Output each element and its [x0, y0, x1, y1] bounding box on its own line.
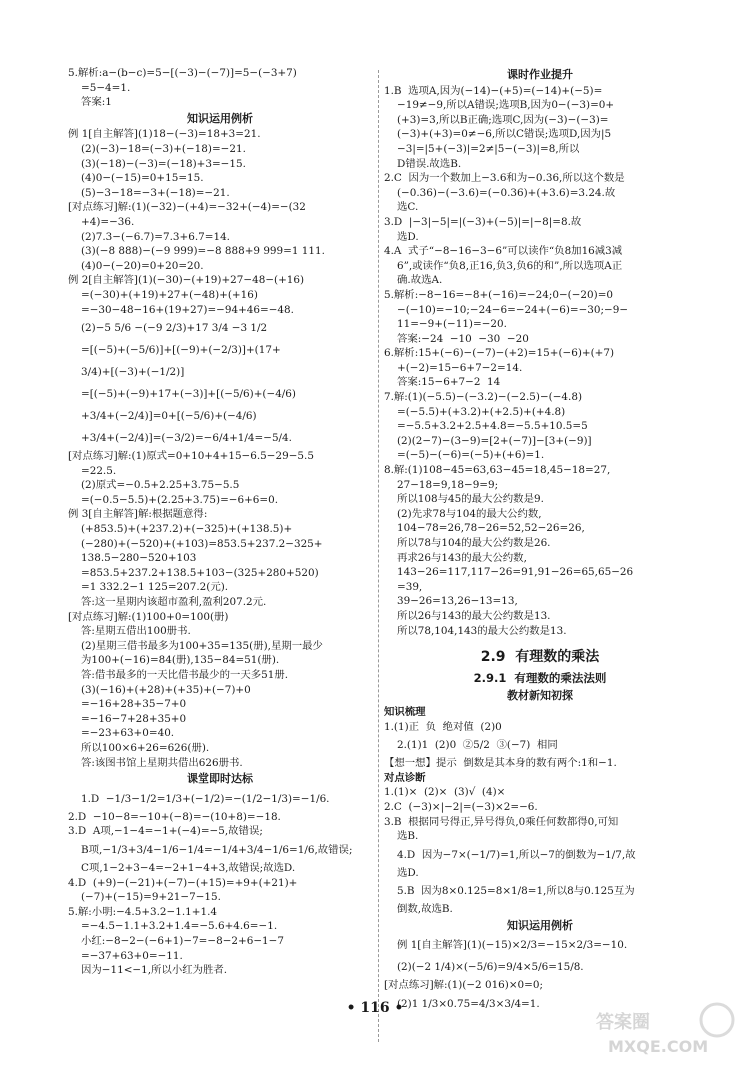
text-line: 为100+(−16)=84(册),135−84=51(册).	[81, 654, 280, 667]
text-line: B项,−1/3+3/4−1/6−1/4=−1/4+3/4−1/6=1/6,故错误;	[81, 843, 353, 856]
text-line: (3)(−8 888)−(−9 999)=−8 888+9 999=1 111.	[81, 245, 325, 258]
text-line: 27−18=9,18−9=9;	[397, 478, 499, 491]
text-line: =−5.5+3.2+2.5+4.8=−5.5+10.5=5	[397, 420, 588, 433]
text-line: −(−10)=−10;−24−6=−24+(−6)=−30;−9−	[397, 303, 629, 316]
text-line: [对点练习]解:(1)(−2 016)×0=0;	[384, 979, 543, 992]
text-line: (2)原式=−0.5+2.25+3.75−5.5	[81, 479, 240, 492]
text-line: 5.B 因为8×0.125=8×1/8=1,所以8与0.125互为	[397, 885, 635, 898]
text-line: 143−26=117,117−26=91,91−26=65,65−26	[397, 566, 634, 579]
text-line: 2.(1)1 (2)0 ②5/2 ③(−7) 相同	[397, 739, 558, 752]
text-line: (3)(−18)−(−3)=(−18)+3=−15.	[81, 157, 246, 170]
text-line: =853.5+237.2+138.5+103−(325+280+520)	[81, 566, 319, 579]
text-line: (+853.5)+(+237.2)+(−325)+(+138.5)+	[81, 523, 293, 536]
text-line: 答:借书最多的一天比借书最少的一天多51册.	[81, 669, 289, 681]
text-line: 选D.	[397, 866, 419, 879]
section-title: 2.9.1 有理数的乘法法则	[473, 670, 607, 685]
watermark-line1: 答案圈	[596, 1012, 650, 1033]
text-line: 选D.	[397, 230, 419, 243]
text-line: +3/4+(−2/4)]=(−3/2)=−6/4+1/4=−5/4.	[81, 432, 292, 445]
text-line: 6”,或读作“负8,正16,负3,负6的和”,所以选项A正	[397, 259, 623, 272]
text-line: (2)(2−7)−(3−9)=[2+(−7)]−[3+(−9)]	[397, 434, 592, 447]
text-line: 1.(1)正 负 绝对值 (2)0	[384, 720, 502, 733]
text-line: 对点诊断	[384, 771, 426, 784]
text-line: +(−2)=15−6+7−2=14.	[397, 361, 523, 374]
text-line: 答案:−24 −10 −30 −20	[397, 332, 529, 345]
text-line: 1.(1)× (2)× (3)√ (4)×	[384, 786, 506, 799]
text-line: 3.D A项,−1−4=−1+(−4)=−5,故错误;	[68, 825, 263, 838]
text-line: (+3)=3,所以B正确;选项C,因为(−3)−(−3)=	[397, 113, 609, 126]
text-line: =−16+28+35−7+0	[81, 698, 187, 711]
left-column	[68, 66, 372, 978]
column-divider	[378, 70, 379, 1042]
text-line: =(−5.5)+(+3.2)+(+2.5)+(+4.8)	[397, 405, 566, 418]
text-line: 8.解:(1)108−45=63,63−45=18,45−18=27,	[384, 464, 611, 477]
text-line: 例 2[自主解答](1)(−30)−(+19)+27−48−(+16)	[68, 274, 305, 287]
text-line: (−7)+(−15)=9+21−7−15.	[81, 891, 221, 904]
text-line: +4)=−36.	[81, 215, 135, 228]
text-line: 倒数,故选B.	[397, 903, 453, 916]
page-number: • 116 •	[346, 1000, 404, 1016]
text-line: 4.D (+9)−(−21)+(−7)−(+15)=+9+(+21)+	[68, 876, 298, 889]
text-line: 选C.	[397, 201, 419, 214]
text-line: 5.解析:−8−16=−8+(−16)=−24;0−(−20)=0	[384, 288, 614, 301]
text-line: =[(−5)+(−9)+17+(−3)]+[(−5/6)+(−4/6)	[81, 388, 296, 401]
text-line: [对点练习]解:(1)原式=0+10+4+15−6.5−29−5.5	[68, 450, 314, 463]
text-line: (−3)+(+3)=0≠−6,所以C错误;选项D,因为|5	[397, 128, 612, 141]
text-line: (2)(−3)−18=(−3)+(−18)=−21.	[81, 142, 246, 155]
section-title: 知识运用例析	[507, 918, 573, 932]
text-line: 4.D 因为−7×(−1/7)=1,所以−7的倒数为−1/7,故	[397, 848, 636, 861]
text-line: =(−30)+(+19)+27+(−48)+(+16)	[81, 288, 258, 301]
text-line: 2.C 因为一个数加上−3.6和为−0.36,所以这个数是	[384, 172, 625, 185]
text-line: 小红:−8−2−(−6+1)−7=−8−2+6−1−7	[81, 934, 284, 947]
text-line: (4)0−(−20)=0+20=20.	[81, 259, 204, 272]
text-line: 39−26=13,26−13=13,	[397, 595, 518, 608]
text-line: 例 1[自主解答](1)18−(−3)=18+3=21.	[68, 128, 261, 141]
text-line: =−16−7+28+35+0	[81, 712, 187, 725]
text-line: 答:这一星期内该超市盈利,盈利207.2元.	[81, 596, 267, 609]
text-line: =−4.5−1.1+3.2+1.4=−5.6+4.6=−1.	[81, 920, 278, 933]
text-line: 例 1[自主解答](1)(−15)×2/3=−15×2/3=−10.	[397, 939, 628, 952]
text-line: −3|=|5+(−3)|=2≠|5−(−3)|=8,所以	[397, 142, 580, 155]
text-line: 选B.	[397, 830, 419, 843]
text-line: 4.A 式子“−8−16−3−6”可以读作“负8加16减3减	[384, 245, 623, 258]
text-line: 例 3[自主解答]解:根据题意得:	[68, 508, 208, 521]
text-line: 11=−9+(−11)=−20.	[397, 318, 507, 331]
text-line: 2.D −10−8=−10+(−8)=−(10+8)=−18.	[68, 810, 281, 823]
text-line: 5.解析:a−(b−c)=5−[(−3)−(−7)]=5−(−3+7)	[68, 67, 297, 79]
text-line: 1.D −1/3−1/2=1/3+(−1/2)=−(1/2−1/3)=−1/6.	[81, 792, 330, 805]
text-line: [对点练习]解:(1)100+0=100(册)	[68, 610, 229, 623]
text-line: 答:星期五借出100册书.	[81, 625, 191, 638]
text-line: (2)星期三借书最多为100+35=135(册),星期一最少	[81, 639, 323, 652]
text-line: (3)(−16)+(+28)+(+35)+(−7)+0	[81, 683, 251, 696]
section-title: 教材新知初探	[507, 689, 573, 703]
text-line: +3/4+(−2/4)]=0+[(−5/6)+(−4/6)	[81, 410, 257, 423]
text-line: 3/4)+[(−3)+(−1/2)]	[81, 366, 185, 379]
text-line: 所以78与104的最大公约数是26.	[397, 537, 551, 549]
text-line: 104−78=26,78−26=52,52−26=26,	[397, 522, 585, 535]
text-line: =[(−5)+(−5/6)]+[(−9)+(−2/3)]+(17+	[81, 344, 281, 357]
text-line: (2)7.3−(−6.7)=7.3+6.7=14.	[81, 230, 230, 243]
text-line: =(−5)−(−6)=(−5)+(+6)=1.	[397, 449, 545, 462]
text-line: C项,1−2+3−4=−2+1−4+3,故错误;故选D.	[81, 861, 296, 874]
text-line: (2)(−2 1/4)×(−5/6)=9/4×5/6=15/8.	[397, 961, 584, 974]
text-line: 知识梳理	[384, 705, 426, 718]
text-line: D错误.故选B.	[397, 157, 462, 170]
text-line: (−0.36)−(−3.6)=(−0.36)+(+3.6)=3.24.故	[397, 186, 616, 199]
text-line: 答案:15−6+7−2 14	[397, 376, 501, 389]
text-line: 确.故选A.	[397, 274, 443, 287]
text-line: =−23+63+0=40.	[81, 727, 175, 740]
text-line: 所以100×6+26=626(册).	[81, 741, 210, 754]
text-line: 3.B 根据同号得正,异号得负,0乘任何数都得0,可知	[384, 815, 619, 828]
text-line: 再求26与143的最大公约数,	[397, 551, 527, 564]
text-line: 答:该图书馆上星期共借出626册书.	[81, 756, 243, 769]
text-line: 所以108与45的最大公约数是9.	[397, 493, 544, 506]
text-line: =(−0.5−5.5)+(2.25+3.75)=−6+6=0.	[81, 493, 279, 506]
text-line: [对点练习]解:(1)(−32)−(+4)=−32+(−4)=−(32	[68, 201, 306, 214]
text-line: =22.5.	[81, 464, 117, 477]
text-line: 138.5−280−520+103	[81, 552, 197, 565]
text-line: 1.B 选项A,因为(−14)−(+5)=(−14)+(−5)=	[384, 84, 603, 97]
text-line: 答案:1	[81, 96, 112, 109]
text-line: =5−4=1.	[81, 81, 131, 94]
text-line: (5)−3−18=−3+(−18)=−21.	[81, 186, 230, 199]
text-line: 5.解:小明:−4.5+3.2−1.1+1.4	[68, 905, 218, 918]
watermark-logo	[592, 998, 742, 1060]
text-line: 所以26与143的最大公约数是13.	[397, 609, 551, 622]
text-line: (2)−5 5/6 −(−9 2/3)+17 3/4 −3 1/2	[81, 322, 268, 335]
text-line: (−280)+(−520)+(+103)=853.5+237.2−325+	[81, 537, 323, 550]
text-line: (2)1 1/3×0.75=4/3×3/4=1.	[397, 998, 540, 1011]
text-line: =−30−48−16+(19+27)=−94+46=−48.	[81, 303, 294, 316]
text-line: 【想一想】提示 倒数是其本身的数有两个:1和−1.	[384, 757, 617, 770]
text-line: 因为−11<−1,所以小红为胜者.	[81, 964, 228, 977]
text-line: 2.C (−3)×|−2|=(−3)×2=−6.	[384, 800, 538, 813]
text-line: (2)先求78与104的最大公约数,	[397, 507, 542, 520]
text-line: =1 332.2−1 125=207.2(元).	[81, 581, 229, 594]
watermark-line2: MXQE.COM	[608, 1037, 709, 1056]
section-title: 课堂即时达标	[187, 772, 253, 786]
text-line: 7.解:(1)(−5.5)−(−3.2)−(−2.5)−(−4.8)	[384, 391, 582, 404]
text-line: 3.D |−3|−5|=|(−3)+(−5)|=|−8|=8.故	[384, 215, 582, 228]
section-title: 课时作业提升	[507, 68, 573, 81]
text-line: 6.解析:15+(−6)−(−7)−(+2)=15+(−6)+(+7)	[384, 347, 614, 360]
text-line: −19≠−9,所以A错误;选项B,因为0−(−3)=0+	[397, 99, 615, 112]
text-line: 所以78,104,143的最大公约数是13.	[397, 624, 567, 637]
right-column	[384, 66, 696, 1015]
text-line: =39,	[397, 580, 423, 593]
section-title: 知识运用例析	[187, 111, 253, 125]
text-line: (4)0−(−15)=0+15=15.	[81, 172, 204, 185]
text-line: =−37+63+0=−11.	[81, 949, 183, 962]
section-title: 2.9 有理数的乘法	[480, 649, 600, 666]
